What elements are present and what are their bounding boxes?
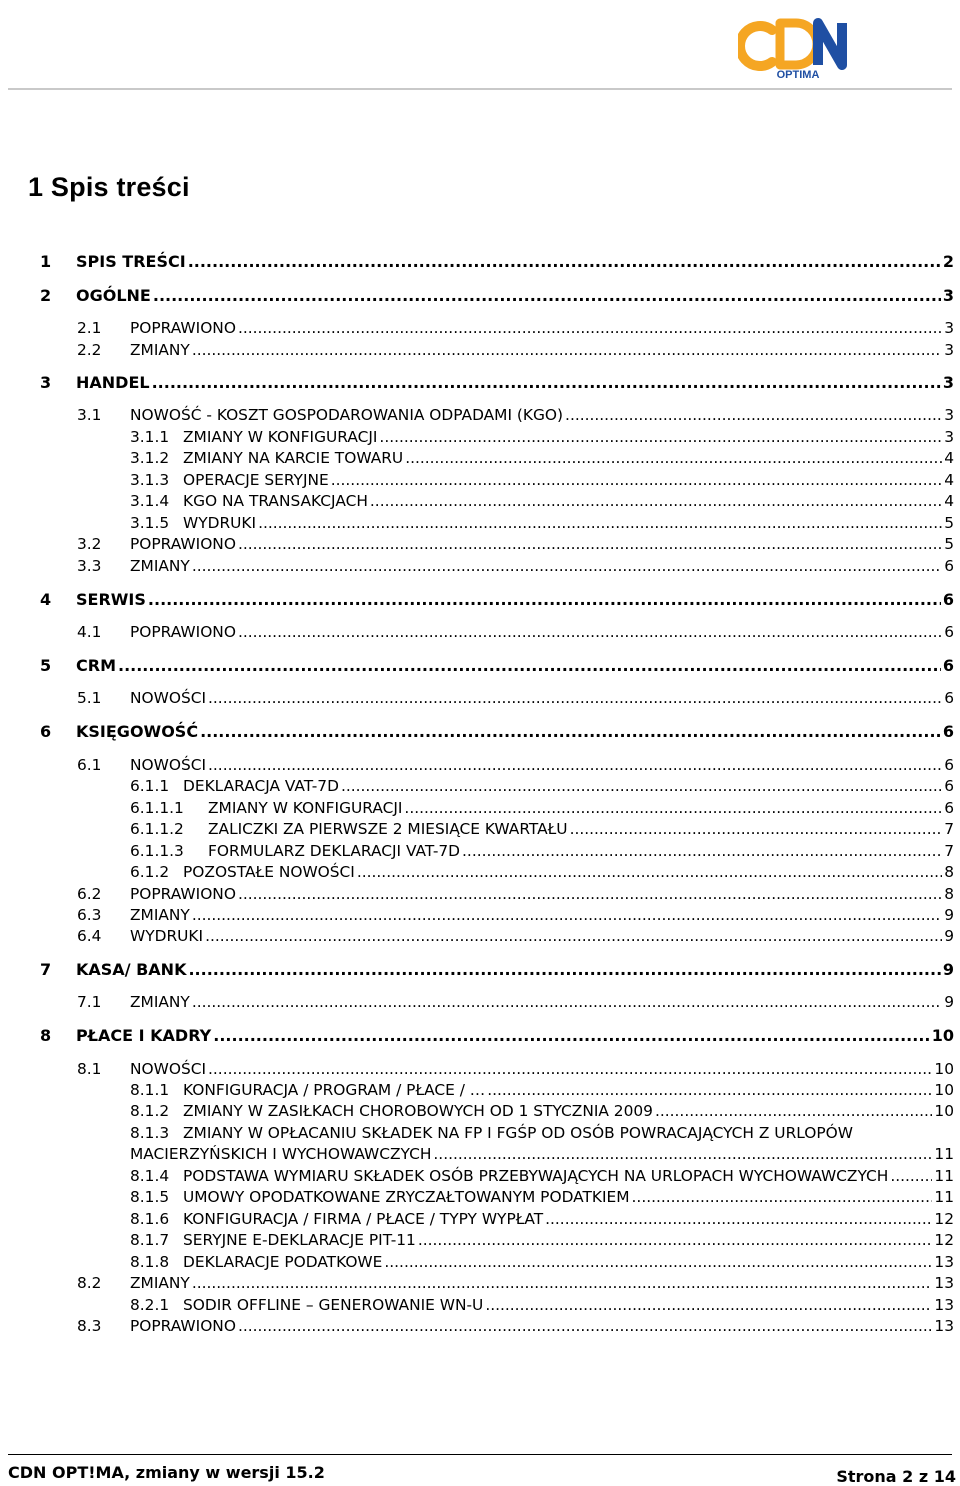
toc-entry-number: 2.2 [77, 341, 102, 359]
toc-entry-number: 4 [40, 590, 52, 609]
toc-entry-number: 6.1 [77, 756, 102, 774]
toc-entry-wrapped-line[interactable] [130, 1124, 853, 1142]
toc-entry-page: 7 [944, 820, 954, 838]
toc-entry-number: 4.1 [77, 623, 102, 641]
toc-entry[interactable] [130, 799, 954, 817]
toc-entry[interactable] [130, 842, 954, 860]
toc-entry-number: 2 [40, 286, 52, 305]
toc-dot-leader [418, 1231, 933, 1249]
toc-entry-number: 3.1.2 [130, 449, 170, 467]
toc-entry-number: 8.1.5 [130, 1188, 170, 1206]
toc-entry-page: 2 [942, 252, 954, 271]
toc-dot-leader [238, 319, 942, 337]
logo-subtitle: OPTIMA [776, 69, 820, 81]
footer-product-version: CDN OPT!MA, zmiany w wersji 15.2 [8, 1463, 325, 1482]
toc-dot-leader [238, 1317, 932, 1335]
toc-dot-leader [370, 492, 942, 510]
toc-entry[interactable] [40, 722, 954, 741]
toc-entry-number: 8 [40, 1026, 52, 1045]
toc-entry-page: 3 [944, 428, 954, 446]
toc-dot-leader [545, 1210, 932, 1228]
toc-entry-number: 6 [40, 722, 52, 741]
toc-entry-number: 8.2.1 [130, 1296, 170, 1314]
toc-entry[interactable] [130, 1167, 954, 1185]
toc-entry-number: 7.1 [77, 993, 102, 1011]
toc-dot-leader [192, 993, 942, 1011]
toc-entry-number: 6.4 [77, 927, 102, 945]
toc-entry-page: 6 [944, 756, 954, 774]
toc-entry-title: DEKLARACJE PODATKOWE [183, 1253, 383, 1271]
toc-entry-title: ZMIANY W KONFIGURACJI [183, 428, 378, 446]
toc-entry[interactable] [77, 993, 954, 1011]
toc-entry-title: ZMIANY NA KARCIE TOWARU [183, 449, 404, 467]
toc-dot-leader [148, 590, 941, 609]
toc-entry-title: POZOSTAŁE NOWOŚCI [183, 863, 355, 881]
toc-entry-page: 3 [942, 373, 954, 392]
toc-entry[interactable] [40, 1026, 954, 1045]
toc-entry-page: 12 [934, 1231, 954, 1249]
toc-dot-leader [565, 406, 942, 424]
toc-entry-page: 11 [934, 1188, 954, 1206]
toc-entry[interactable] [77, 341, 954, 359]
toc-entry-number: 3.2 [77, 535, 102, 553]
toc-entry-title: WYDRUKI [130, 927, 204, 945]
toc-entry-title: NOWOŚCI [130, 756, 207, 774]
toc-entry[interactable] [130, 492, 954, 510]
toc-entry-page: 8 [944, 863, 954, 881]
toc-entry-title: FORMULARZ DEKLARACJI VAT-7D [208, 842, 461, 860]
toc-entry-page: 6 [944, 777, 954, 795]
toc-entry-title: NOWOŚCI [130, 1060, 207, 1078]
toc-entry-page: 6 [942, 590, 954, 609]
toc-entry-page: 13 [934, 1296, 954, 1314]
toc-dot-leader [405, 449, 942, 467]
toc-entry[interactable] [130, 449, 954, 467]
toc-entry-page: 10 [934, 1081, 954, 1099]
toc-dot-leader [192, 906, 942, 924]
toc-entry-title: OPERACJE SERYJNE [183, 471, 329, 489]
toc-entry-number: 8.2 [77, 1274, 102, 1292]
toc-entry-page: 7 [944, 842, 954, 860]
toc-entry[interactable] [40, 590, 954, 609]
toc-entry-page: 4 [944, 471, 954, 489]
toc-entry-title: ZMIANY [130, 557, 190, 575]
toc-entry-title: KSIĘGOWOŚĆ [76, 722, 199, 741]
toc-entry[interactable] [40, 286, 954, 305]
toc-entry-title: POPRAWIONO [130, 535, 236, 553]
toc-entry-page: 6 [942, 656, 954, 675]
toc-entry-title: KONFIGURACJA / PROGRAM / PŁACE / … [183, 1081, 486, 1099]
toc-dot-leader [238, 885, 942, 903]
toc-entry-title: NOWOŚĆ - KOSZT GOSPODAROWANIA ODPADAMI (KGO) [130, 406, 564, 424]
header-divider [8, 88, 952, 90]
toc-entry[interactable] [130, 820, 954, 838]
toc-entry[interactable] [77, 557, 954, 575]
toc-dot-leader [384, 1253, 932, 1271]
toc-dot-leader [192, 1274, 933, 1292]
toc-entry-title: ZALICZKI ZA PIERWSZE 2 MIESIĄCE KWARTAŁU [208, 820, 568, 838]
toc-dot-leader [379, 428, 942, 446]
toc-entry-title: SPIS TREŚCI [76, 252, 186, 271]
toc-entry-page: 9 [944, 906, 954, 924]
toc-entry[interactable] [77, 319, 954, 337]
toc-dot-leader [433, 1145, 932, 1163]
footer-divider [8, 1454, 952, 1455]
toc-dot-leader [152, 373, 941, 392]
toc-entry-number: 6.1.1.3 [130, 842, 184, 860]
toc-dot-leader [200, 722, 941, 741]
toc-entry-title: UMOWY OPODATKOWANE ZRYCZAŁTOWANYM PODATKIEM [183, 1188, 630, 1206]
toc-entry-number: 2.1 [77, 319, 102, 337]
toc-entry[interactable] [77, 535, 954, 553]
toc-entry[interactable] [130, 428, 954, 446]
footer-page-number: Strona 2 z 14 [836, 1467, 956, 1486]
toc-entry-page: 13 [934, 1274, 954, 1292]
toc-entry-title: ZMIANY W OPŁACANIU SKŁADEK NA FP I FGŚP OD OSÓB POWRACAJĄCYCH Z URLOPÓW [183, 1124, 854, 1142]
toc-entry-page: 3 [944, 406, 954, 424]
toc-entry-number: 6.2 [77, 885, 102, 903]
toc-dot-leader [238, 623, 942, 641]
toc-dot-leader [655, 1102, 932, 1120]
toc-dot-leader [153, 286, 941, 305]
toc-entry[interactable] [77, 1060, 954, 1078]
toc-entry-title: ZMIANY [130, 993, 190, 1011]
toc-entry[interactable] [130, 863, 954, 881]
toc-entry[interactable] [130, 1231, 954, 1249]
toc-dot-leader [118, 656, 941, 675]
toc-dot-leader [487, 1081, 932, 1099]
cdn-optima-logo [738, 16, 858, 82]
toc-entry-title: PODSTAWA WYMIARU SKŁADEK OSÓB PRZEBYWAJĄCYCH NA URLOPACH WYCHOWAWCZYCH [183, 1167, 889, 1185]
toc-entry-number: 6.3 [77, 906, 102, 924]
toc-entry-number: 3.1.5 [130, 514, 170, 532]
toc-entry-title: SERYJNE E-DEKLARACJE PIT-11 [183, 1231, 416, 1249]
toc-entry-page: 5 [944, 514, 954, 532]
toc-entry[interactable] [130, 1210, 954, 1228]
toc-entry[interactable] [77, 623, 954, 641]
toc-entry-title: WYDRUKI [183, 514, 257, 532]
toc-dot-leader [188, 252, 941, 271]
toc-entry-number: 8.1.8 [130, 1253, 170, 1271]
toc-entry-number: 8.1.3 [130, 1124, 170, 1142]
toc-entry-title: HANDEL [76, 373, 150, 392]
toc-entry-title: NOWOŚCI [130, 689, 207, 707]
toc-entry-title: DEKLARACJA VAT-7D [183, 777, 339, 795]
toc-entry-page: 12 [934, 1210, 954, 1228]
toc-entry[interactable] [77, 1274, 954, 1292]
toc-dot-leader [570, 820, 943, 838]
toc-entry-title: POPRAWIONO [130, 623, 236, 641]
toc-entry[interactable] [77, 885, 954, 903]
toc-entry[interactable] [130, 514, 954, 532]
toc-entry-title: OGÓLNE [76, 286, 151, 305]
toc-entry-number: 8.1.2 [130, 1102, 170, 1120]
toc-entry-number: 6.1.1.2 [130, 820, 184, 838]
toc-entry[interactable] [77, 689, 954, 707]
toc-entry[interactable] [40, 373, 954, 392]
toc-entry-number: 3.3 [77, 557, 102, 575]
toc-entry-number: 8.1.1 [130, 1081, 170, 1099]
toc-entry[interactable] [40, 252, 954, 271]
toc-dot-leader [192, 557, 942, 575]
toc-entry[interactable] [77, 406, 954, 424]
toc-dot-leader [258, 514, 942, 532]
toc-dot-leader [632, 1188, 933, 1206]
toc-dot-leader [238, 535, 942, 553]
toc-entry-title: MACIERZYŃSKICH I WYCHOWAWCZYCH [130, 1145, 432, 1163]
toc-entry-title: KGO NA TRANSAKCJACH [183, 492, 368, 510]
toc-entry[interactable] [77, 927, 954, 945]
toc-entry-number: 1 [40, 252, 52, 271]
toc-entry-page: 6 [942, 722, 954, 741]
toc-entry-number: 3 [40, 373, 52, 392]
toc-entry-number: 6.1.1 [130, 777, 170, 795]
toc-entry-title: ZMIANY W KONFIGURACJI [208, 799, 403, 817]
toc-entry-number: 3.1.1 [130, 428, 170, 446]
toc-dot-leader [208, 1060, 932, 1078]
toc-entry-number: 7 [40, 960, 52, 979]
toc-entry[interactable] [130, 1145, 954, 1163]
toc-entry[interactable] [130, 1081, 954, 1099]
toc-entry-title: ZMIANY [130, 1274, 190, 1292]
toc-entry[interactable] [130, 777, 954, 795]
toc-entry-title: ZMIANY [130, 906, 190, 924]
toc-entry-number: 3.1 [77, 406, 102, 424]
toc-entry[interactable] [77, 1317, 954, 1335]
toc-entry[interactable] [130, 1296, 954, 1314]
toc-entry[interactable] [130, 1253, 954, 1271]
toc-entry-page: 10 [934, 1060, 954, 1078]
toc-entry-page: 11 [934, 1145, 954, 1163]
toc-dot-leader [890, 1167, 932, 1185]
toc-dot-leader [188, 960, 940, 979]
toc-entry-page: 9 [944, 993, 954, 1011]
toc-entry-page: 4 [944, 449, 954, 467]
toc-entry-page: 3 [944, 341, 954, 359]
toc-entry-number: 8.1.6 [130, 1210, 170, 1228]
toc-dot-leader [485, 1296, 932, 1314]
toc-entry-page: 8 [944, 885, 954, 903]
toc-dot-leader [213, 1026, 929, 1045]
toc-dot-leader [205, 927, 942, 945]
toc-entry-title: POPRAWIONO [130, 1317, 236, 1335]
toc-dot-leader [341, 777, 942, 795]
toc-entry-page: 11 [934, 1167, 954, 1185]
toc-entry-page: 4 [944, 492, 954, 510]
toc-entry-page: 6 [944, 623, 954, 641]
toc-entry-title: KONFIGURACJA / FIRMA / PŁACE / TYPY WYPŁAT [183, 1210, 544, 1228]
toc-entry-title: SODIR OFFLINE – GENEROWANIE WN-U [183, 1296, 484, 1314]
toc-dot-leader [357, 863, 942, 881]
toc-entry-page: 13 [934, 1317, 954, 1335]
toc-entry[interactable] [77, 756, 954, 774]
page-title: 1 Spis treści [28, 172, 190, 202]
toc-dot-leader [192, 341, 942, 359]
toc-entry-page: 10 [931, 1026, 954, 1045]
toc-dot-leader [208, 756, 942, 774]
toc-dot-leader [462, 842, 942, 860]
toc-entry-number: 8.3 [77, 1317, 102, 1335]
toc-entry[interactable] [130, 1102, 954, 1120]
toc-entry[interactable] [40, 656, 954, 675]
toc-entry-page: 3 [944, 319, 954, 337]
toc-entry-title: ZMIANY W ZASIŁKACH CHOROBOWYCH OD 1 STYCZNIA 2009 [183, 1102, 653, 1120]
toc-entry-title: KASA/ BANK [76, 960, 187, 979]
toc-entry-title: POPRAWIONO [130, 319, 236, 337]
toc-entry-number: 3.1.3 [130, 471, 170, 489]
toc-entry-page: 6 [944, 799, 954, 817]
toc-entry-page: 6 [944, 557, 954, 575]
toc-entry-page: 6 [944, 689, 954, 707]
toc-entry[interactable] [130, 471, 954, 489]
toc-entry-number: 5.1 [77, 689, 102, 707]
toc-entry-title: SERWIS [76, 590, 146, 609]
toc-entry-page: 5 [944, 535, 954, 553]
toc-entry[interactable] [40, 960, 954, 979]
toc-dot-leader [208, 689, 942, 707]
toc-entry-number: 6.1.2 [130, 863, 170, 881]
toc-entry-page: 13 [934, 1253, 954, 1271]
toc-entry[interactable] [77, 906, 954, 924]
toc-entry-page: 9 [942, 960, 954, 979]
toc-dot-leader [331, 471, 942, 489]
toc-entry-number: 5 [40, 656, 52, 675]
toc-entry-number: 8.1.4 [130, 1167, 170, 1185]
toc-entry-number: 3.1.4 [130, 492, 170, 510]
toc-entry-page: 3 [942, 286, 954, 305]
toc-entry-number: 8.1.7 [130, 1231, 170, 1249]
toc-entry-number: 6.1.1.1 [130, 799, 184, 817]
toc-entry-number: 8.1 [77, 1060, 102, 1078]
toc-dot-leader [404, 799, 942, 817]
toc-entry-title: PŁACE I KADRY [76, 1026, 212, 1045]
toc-entry-page: 10 [934, 1102, 954, 1120]
toc-entry-title: CRM [76, 656, 116, 675]
toc-entry[interactable] [130, 1188, 954, 1206]
toc-entry-page: 9 [944, 927, 954, 945]
toc-entry-title: ZMIANY [130, 341, 190, 359]
toc-entry-title: POPRAWIONO [130, 885, 236, 903]
